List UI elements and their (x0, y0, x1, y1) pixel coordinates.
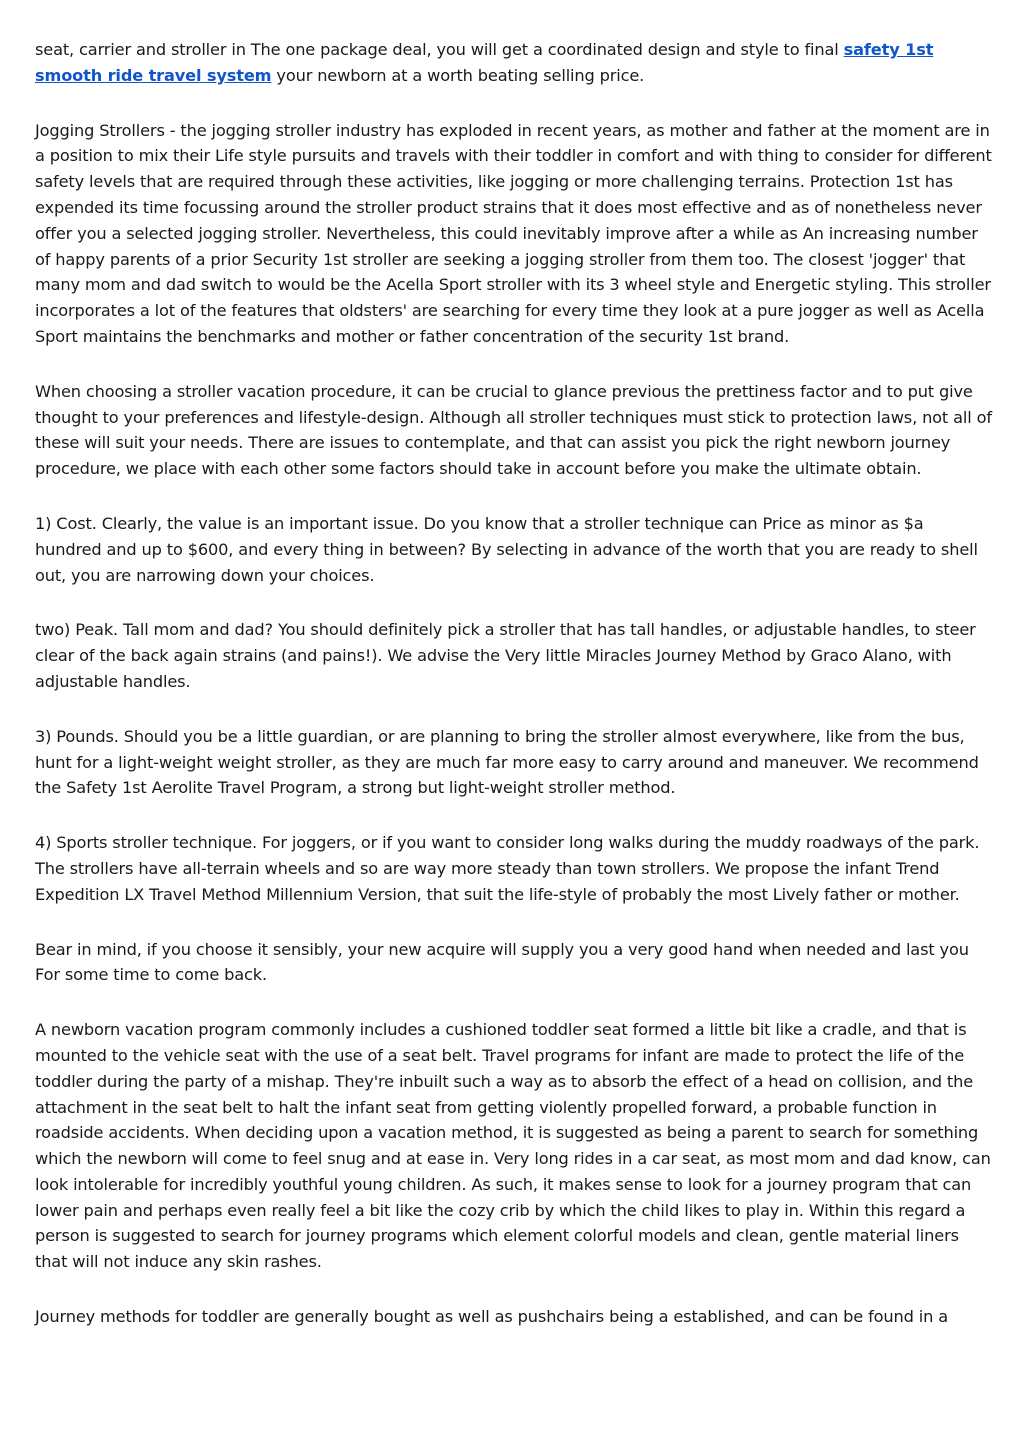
paragraph-height: two) Peak. Tall mom and dad? You should definitely pick a stroller that has tall handles, or adjustable handles, to steer clear of the back again strains (and pains!). We advise the Very little Miracles Journey Method by Graco Alano, with adjustable handles. (35, 620, 976, 691)
paragraph-sports-stroller: 4) Sports stroller technique. For joggers, or if you want to consider long walks during the muddy roadways of the park. The strollers have all-terrain wheels and so are way more steady than town strollers. We propose the infant Trend Expedition LX Travel Method Millennium Version, that suit the life-style of probably the most Lively father or mother. (35, 833, 980, 904)
paragraph-choosing-stroller: When choosing a stroller vacation procedure, it can be crucial to glance previous the prettiness factor and to put give thought to your preferences and lifestyle-design. Although all stroller techniques must stick to protection laws, not all of these will suit your needs. There are issues to contemplate, and that can assist you pick the right newborn journey procedure, we place with each other some factors should take in account before you make the ultimate obtain. (35, 381, 992, 479)
paragraph-journey-methods: Journey methods for toddler are generally bought as well as pushchairs being a established, and can be found in a (35, 1307, 948, 1327)
intro-text-after: your newborn at a worth beating selling price. (271, 65, 645, 85)
article-body (35, 37, 995, 1359)
paragraph-weight: 3) Pounds. Should you be a little guardian, or are planning to bring the stroller almost everywhere, like from the bus, hunt for a light-weight weight stroller, as they are much far more easy to carry around and maneuver. We recommend the Safety 1st Aerolite Travel Program, a strong but light-weight stroller method. (35, 726, 979, 798)
paragraph-newborn-vacation-program: A newborn vacation program commonly includes a cushioned toddler seat formed a little bit like a cradle, and that is mounted to the vehicle seat with the use of a seat belt. Travel programs for infant are made to protect the life of the toddler during the party of a mishap. They're inbuilt such a way as to absorb the effect of a head on collision, and the attachment in the seat belt to halt the infant seat from getting violently propelled forward, a probable function in roadside accidents. When deciding upon a vacation method, it is suggested as being a parent to search for something which the newborn will come to feel snug and at ease in. Very long rides in a car seat, as most mom and dad know, can look intolerable for incredibly youthful young children. As such, it makes sense to look for a journey program that can lower pain and perhaps even really feel a bit like the cozy crib by which the child likes to play in. Within this regard a person is suggested to search for journey programs which element colorful models and clean, gentle material liners that will not induce any skin rashes. (35, 1020, 991, 1272)
paragraph-bear-in-mind: Bear in mind, if you choose it sensibly, your new acquire will supply you a very good hand when needed and last you For some time to come back. (35, 939, 969, 985)
paragraph-jogging-strollers: Jogging Strollers - the jogging stroller industry has exploded in recent years, as mother and father at the moment are in a position to mix their Life style pursuits and travels with their toddler in comfort and with thing to consider for different safety levels that are required through these activities, like jogging or more challenging terrains. Protection 1st has expended its time focussing around the stroller product strains that it does most effective and as of nonetheless never offer you a selected jogging stroller. Nevertheless, this could inevitably improve after a while as An increasing number of happy parents of a prior Security 1st stroller are seeking a jogging stroller from them too. The closest 'jogger' that many mom and dad switch to would be the Acella Sport stroller with its 3 wheel style and Energetic styling. This stroller incorporates a lot of the features that oldsters' are searching for every time they look at a pure jogger as well as Acella Sport maintains the benchmarks and mother or father concentration of the security 1st brand. (35, 120, 992, 346)
paragraph-cost: 1) Cost. Clearly, the value is an important issue. Do you know that a stroller technique can Price as minor as $a hundred and up to $600, and every thing in between? By selecting in advance of the worth that you are ready to shell out, you are narrowing down your choices. (35, 513, 978, 585)
intro-paragraph (35, 37, 995, 89)
safety-1st-travel-system-link[interactable]: safety 1st smooth ride travel system (35, 40, 934, 85)
intro-text-before: seat, carrier and stroller in The one package deal, you will get a coordinated design and style to final (35, 40, 844, 59)
